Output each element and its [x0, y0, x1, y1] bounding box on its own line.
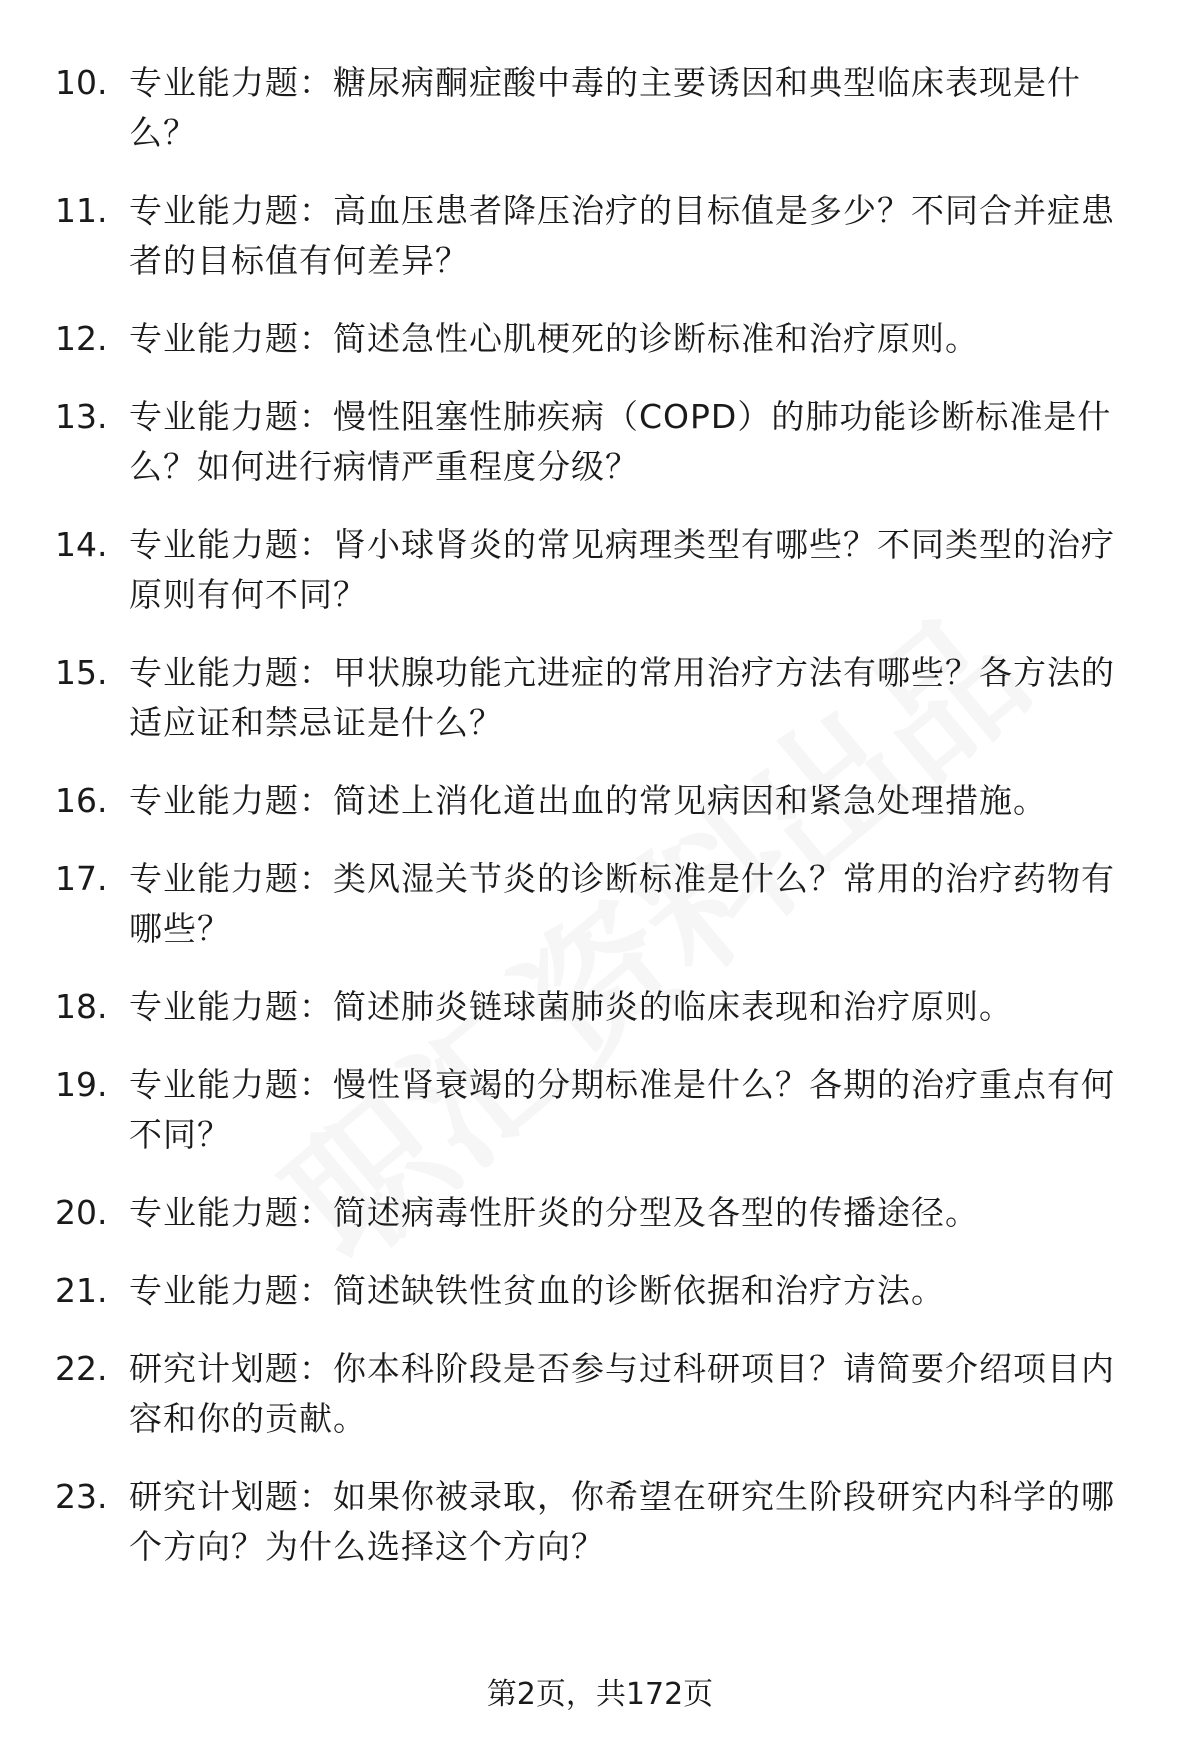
- question-number: 10.: [55, 63, 108, 102]
- question-text: 专业能力题：简述上消化道出血的常见病因和紧急处理措施。: [129, 781, 1047, 820]
- question-text: 专业能力题：高血压患者降压治疗的目标值是多少？不同合并症患者的目标值有何差异？: [129, 191, 1115, 280]
- question-number: 17.: [55, 859, 108, 898]
- question-number: 12.: [55, 319, 108, 358]
- question-text: 专业能力题：糖尿病酮症酸中毒的主要诱因和典型临床表现是什么？: [129, 63, 1081, 152]
- question-item: [55, 520, 1145, 620]
- question-text: 专业能力题：肾小球肾炎的常见病理类型有哪些？不同类型的治疗原则有何不同？: [129, 525, 1115, 614]
- question-number: 13.: [55, 397, 108, 436]
- question-item: [55, 314, 1145, 364]
- question-number: 18.: [55, 987, 108, 1026]
- question-text: 专业能力题：慢性肾衰竭的分期标准是什么？各期的治疗重点有何不同？: [129, 1065, 1115, 1154]
- question-item: [55, 1344, 1145, 1444]
- question-text: 专业能力题：慢性阻塞性肺疾病（COPD）的肺功能诊断标准是什么？如何进行病情严重程度分级？: [129, 397, 1112, 486]
- question-item: [55, 186, 1145, 286]
- question-item: [55, 58, 1145, 158]
- page-footer: 第2页，共172页: [486, 1677, 714, 1712]
- question-number: 14.: [55, 525, 108, 564]
- question-number: 11.: [55, 191, 108, 230]
- question-text: 研究计划题：如果你被录取，你希望在研究生阶段研究内科学的哪个方向？为什么选择这个方向？: [129, 1477, 1115, 1566]
- question-number: 22.: [55, 1349, 108, 1388]
- question-item: [55, 776, 1145, 826]
- question-text: 研究计划题：你本科阶段是否参与过科研项目？请简要介绍项目内容和你的贡献。: [129, 1349, 1115, 1438]
- question-number: 20.: [55, 1193, 108, 1232]
- question-text: 专业能力题：简述急性心肌梗死的诊断标准和治疗原则。: [129, 319, 979, 358]
- question-text: 专业能力题：简述缺铁性贫血的诊断依据和治疗方法。: [129, 1271, 945, 1310]
- question-item: [55, 1472, 1145, 1572]
- question-number: 19.: [55, 1065, 108, 1104]
- question-text: 专业能力题：简述肺炎链球菌肺炎的临床表现和治疗原则。: [129, 987, 1013, 1026]
- question-number: 21.: [55, 1271, 108, 1310]
- question-item: [55, 392, 1145, 492]
- question-item: [55, 982, 1145, 1032]
- question-text: 专业能力题：类风湿关节炎的诊断标准是什么？常用的治疗药物有哪些？: [129, 859, 1115, 948]
- question-list: [55, 58, 1145, 1600]
- question-item: [55, 1266, 1145, 1316]
- question-text: 专业能力题：简述病毒性肝炎的分型及各型的传播途径。: [129, 1193, 979, 1232]
- question-number: 15.: [55, 653, 108, 692]
- question-item: [55, 648, 1145, 748]
- question-number: 16.: [55, 781, 108, 820]
- question-item: [55, 1060, 1145, 1160]
- question-item: [55, 1188, 1145, 1238]
- question-text: 专业能力题：甲状腺功能亢进症的常用治疗方法有哪些？各方法的适应证和禁忌证是什么？: [129, 653, 1115, 742]
- question-number: 23.: [55, 1477, 108, 1516]
- question-item: [55, 854, 1145, 954]
